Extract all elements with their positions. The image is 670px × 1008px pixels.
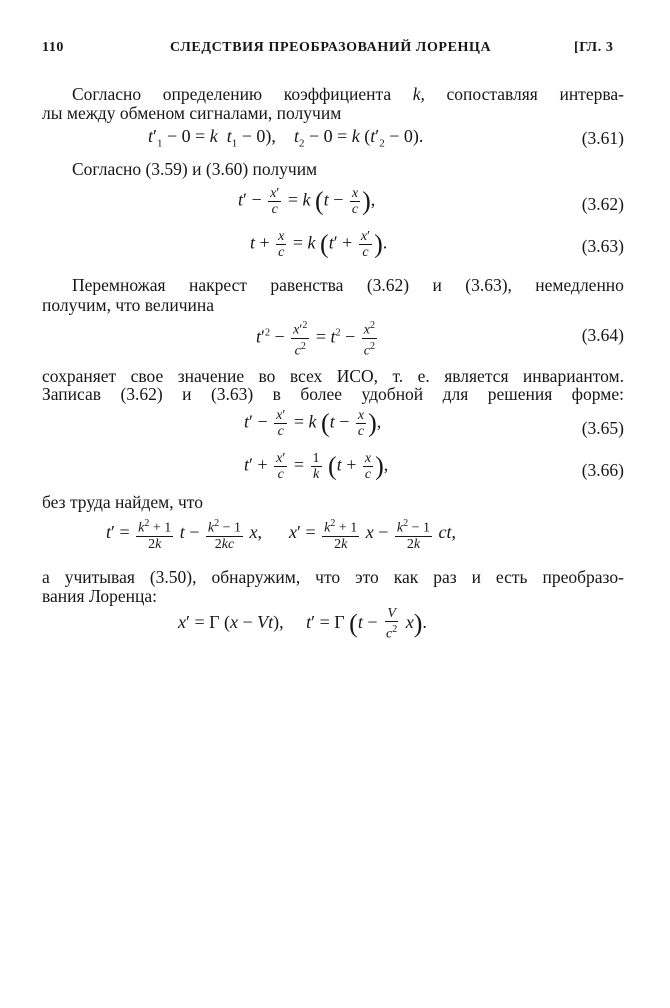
paragraph-4-line-1: сохраняет свое значение во всех ИСО, т. е. является инвариантом. — [42, 366, 624, 386]
page-number: 110 — [42, 40, 65, 55]
paragraph-3-line-2: получим, что величина — [42, 295, 215, 315]
paragraph-6-line-2: вания Лоренца: — [42, 586, 158, 606]
paragraph-6-line-1: а учитывая (3.50), обнаружим, что это как раз и есть преобразо- — [42, 567, 624, 587]
running-title: СЛЕДСТВИЯ ПРЕОБРАЗОВАНИЙ ЛОРЕНЦА — [170, 40, 492, 55]
equation-number-3-66: (3.66) — [581, 460, 624, 480]
equation-lorentz: x′ = Γ (x − Vt), t′ = Γ (t − $\frac{V}{c^2}$ x). — [178, 606, 427, 642]
paragraph-4-line-2: Записав (3.62) и (3.63) в более удобной для решения форме: — [42, 384, 624, 404]
paragraph-2-line-1: Согласно (3.59) и (3.60) получим — [72, 159, 318, 179]
paragraph-3-line-1: Перемножая накрест равенства (3.62) и (3.63), немедленно — [72, 275, 624, 295]
chapter-label: [ГЛ. 3 — [574, 40, 614, 55]
equation-3-61: $t'_1 - 0 = k$ $t_1 - 0$), $t_2 - 0 = k$ $(t'_2 - 0)$. — [148, 126, 424, 150]
paragraph-1-line-1: Согласно определению коэффициента k, сопоставляя интерва- — [72, 84, 624, 104]
equation-number-3-63: (3.63) — [581, 236, 624, 256]
equation-number-3-65: (3.65) — [581, 418, 624, 438]
equation-3-62: t′ − $\frac{x'}{c}$ = k (t − $\frac{x}{c}$ ), — [238, 186, 376, 217]
equation-3-65: t′ − $\frac{x'}{c}$ = k (t − $\frac{x}{c}$ ), — [244, 408, 382, 439]
paragraph-1-line-2: лы между обменом сигналами, получим — [42, 103, 342, 123]
equation-number-3-64: (3.64) — [581, 325, 624, 345]
equation-3-64: $t'^2$ − $\frac{x'^2}{c^2}$ = $t^2$ − $\frac{x^2}{c^2}$ — [256, 320, 375, 359]
paragraph-5-line-1: без труда найдем, что — [42, 492, 203, 512]
equation-3-63: t + $\frac{x}{c}$ = k (t′ + $\frac{x'}{c}$ ). — [250, 229, 388, 260]
equation-number-3-61: (3.61) — [581, 128, 624, 148]
equation-number-3-62: (3.62) — [581, 194, 624, 214]
equation-solution: t′ = $\frac{k^2 + 1}{2k}$ t − $\frac{k^2 - 1}{2kc}$ x, x′ = $\frac{k^2 + 1}{2k}$ x − $\frac{k^2 - 1}{2k}$ ct, — [106, 518, 457, 552]
equation-3-66: t′ + $\frac{x'}{c}$ = $\frac{1}{k}$ (t + $\frac{x}{c}$ ), — [244, 451, 389, 482]
